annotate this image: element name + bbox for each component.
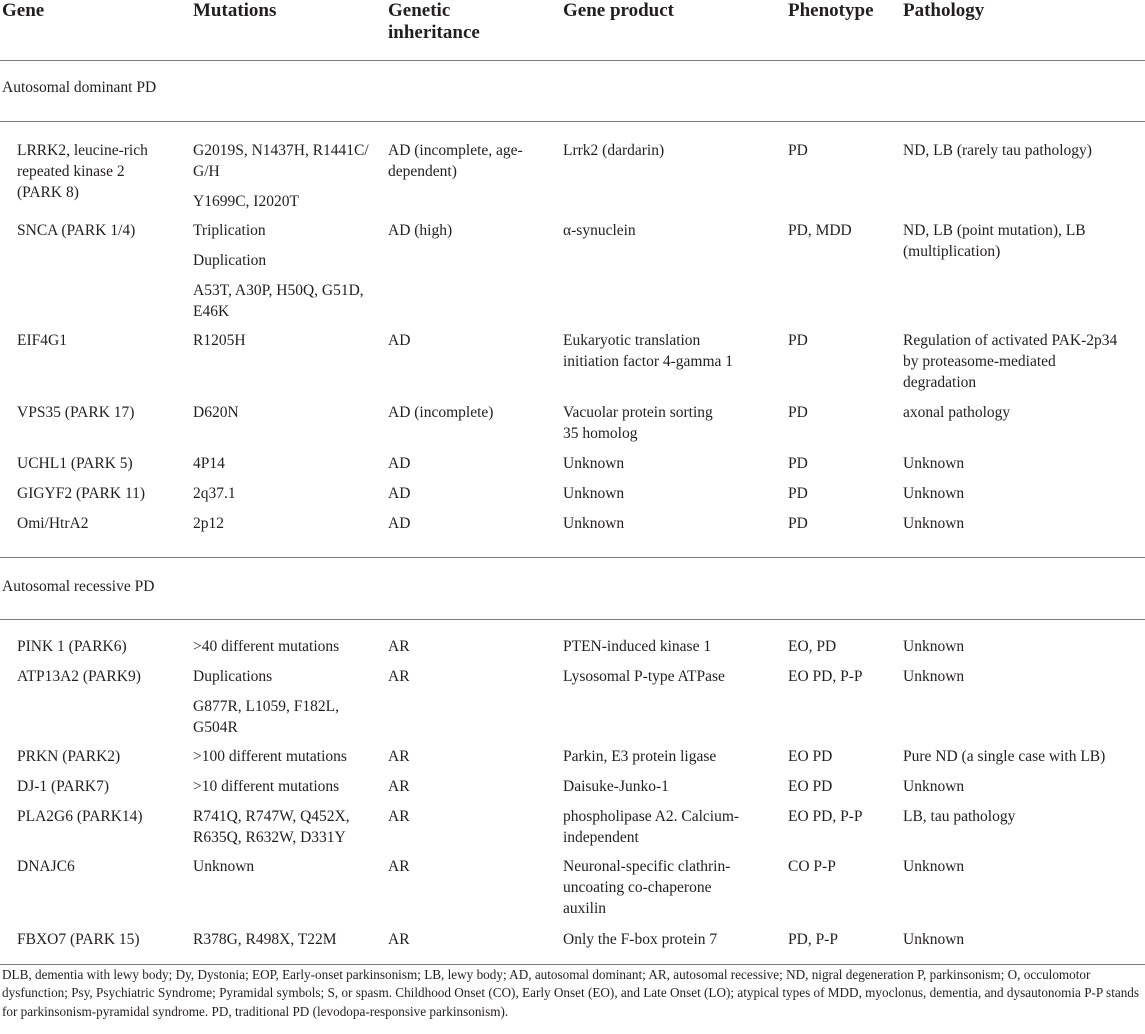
cell-line: PD xyxy=(788,455,808,472)
cell-line: R741Q, R747W, Q452X, xyxy=(193,808,350,825)
column-header-inheritance xyxy=(388,0,480,44)
cell-line: EIF4G1 xyxy=(17,332,67,349)
cell-line: AR xyxy=(388,808,410,825)
cell-line: AR xyxy=(388,638,410,655)
cell-line: (PARK 8) xyxy=(17,184,79,201)
cell-product xyxy=(563,513,783,534)
cell-gene xyxy=(17,746,187,767)
cell-line: ATP13A2 (PARK9) xyxy=(17,668,141,685)
cell-line: ND, LB (rarely tau pathology) xyxy=(903,142,1092,159)
cell-phenotype xyxy=(788,776,898,797)
column-header-inheritance-line2: inheritance xyxy=(388,22,480,43)
cell-inheritance xyxy=(388,140,558,182)
cell-line: 35 homolog xyxy=(563,425,638,442)
cell-line: Parkin, E3 protein ligase xyxy=(563,748,717,765)
cell-line: PRKN (PARK2) xyxy=(17,748,121,765)
cell-product xyxy=(563,402,783,444)
cell-gene xyxy=(17,636,187,657)
cell-line: Lysosomal P-type ATPase xyxy=(563,668,725,685)
cell-inheritance xyxy=(388,402,558,423)
cell-line: 4P14 xyxy=(193,455,225,472)
cell-pathology xyxy=(903,746,1143,767)
cell-line: Only the F-box protein 7 xyxy=(563,931,718,948)
cell-line: AD xyxy=(388,515,411,532)
cell-inheritance xyxy=(388,806,558,827)
cell-pathology xyxy=(903,220,1143,262)
cell-phenotype xyxy=(788,856,898,877)
cell-line: Unknown xyxy=(903,485,965,502)
cell-inheritance xyxy=(388,330,558,351)
cell-mutations xyxy=(193,453,383,474)
cell-product xyxy=(563,776,783,797)
cell-gene xyxy=(17,776,187,797)
cell-line: AR xyxy=(388,858,410,875)
cell-line: G2019S, N1437H, R1441C/ xyxy=(193,142,369,159)
cell-line: PD, MDD xyxy=(788,222,852,239)
cell-pathology xyxy=(903,402,1143,423)
cell-mutations xyxy=(193,483,383,504)
cell-phenotype xyxy=(788,483,898,504)
cell-line: uncoating co-chaperone xyxy=(563,879,712,896)
cell-pathology xyxy=(903,483,1143,504)
cell-phenotype xyxy=(788,453,898,474)
cell-phenotype xyxy=(788,746,898,767)
cell-gene xyxy=(17,140,187,203)
cell-line: G/H xyxy=(193,163,220,180)
cell-product xyxy=(563,666,783,687)
cell-line: PD xyxy=(788,332,808,349)
cell-mutations xyxy=(193,856,383,877)
cell-line: Regulation of activated PAK-2p34 xyxy=(903,332,1118,349)
cell-inheritance xyxy=(388,856,558,877)
section-label-recessive: Autosomal recessive PD xyxy=(2,578,155,595)
cell-line: phospholipase A2. Calcium- xyxy=(563,808,740,825)
cell-line: Unknown xyxy=(903,638,965,655)
cell-line: Unknown xyxy=(563,515,625,532)
cell-line: Y1699C, I2020T xyxy=(193,193,299,210)
cell-line: AR xyxy=(388,778,410,795)
cell-gene xyxy=(17,806,187,827)
cell-mutations xyxy=(193,636,383,666)
cell-phenotype xyxy=(788,666,898,687)
cell-line: PD, P-P xyxy=(788,931,838,948)
cell-line: PINK 1 (PARK6) xyxy=(17,638,127,655)
cell-line: Unknown xyxy=(563,485,625,502)
column-header-product: Gene product xyxy=(563,0,675,21)
cell-line: Vacuolar protein sorting xyxy=(563,404,713,421)
cell-line: Eukaryotic translation xyxy=(563,332,701,349)
cell-product xyxy=(563,453,783,474)
cell-line: Triplication xyxy=(193,222,266,239)
cell-gene xyxy=(17,483,187,504)
cell-line: Daisuke-Junko-1 xyxy=(563,778,669,795)
cell-line: by proteasome-mediated xyxy=(903,353,1056,370)
cell-line: AR xyxy=(388,931,410,948)
cell-inheritance xyxy=(388,929,558,950)
cell-pathology xyxy=(903,856,1143,877)
cell-line: dependent) xyxy=(388,163,457,180)
cell-line: EO PD, P-P xyxy=(788,808,863,825)
column-header-pathology: Pathology xyxy=(903,0,985,21)
cell-line: axonal pathology xyxy=(903,404,1011,421)
cell-line: VPS35 (PARK 17) xyxy=(17,404,135,421)
section-label-dominant: Autosomal dominant PD xyxy=(2,79,157,96)
cell-mutations xyxy=(193,140,383,212)
cell-line: EO PD xyxy=(788,748,833,765)
cell-line: initiation factor 4-gamma 1 xyxy=(563,353,734,370)
cell-line: D620N xyxy=(193,404,239,421)
cell-line: (multiplication) xyxy=(903,243,1001,260)
cell-line: AD xyxy=(388,332,411,349)
cell-line: Unknown xyxy=(193,858,255,875)
cell-line: G877R, L1059, F182L, xyxy=(193,698,339,715)
cell-phenotype xyxy=(788,402,898,423)
cell-line: EO, PD xyxy=(788,638,837,655)
table-footnote: DLB, dementia with lewy body; Dy, Dystonia; EOP, Early-onset parkinsonism; LB, lewy body; AD, autosomal dominant; AR, autosomal recessive; ND, nigral degeneration P, parkinsonism; O, occulomotor dysfunction; Psy, Psychiatric Syndrome; Pyramidal symbols; S, or spasm. Childhood Onset (CO), Early Onset (EO), and Late Onset (LO); atypical types of MDD, myoclonus, dementia, and dysautonomia P-P stands for parkinsonism-pyramidal syndrome. PD, traditional PD (levodopa-responsive parkinsonism). xyxy=(2,967,1140,1019)
cell-line: E46K xyxy=(193,303,230,320)
cell-inheritance xyxy=(388,483,558,504)
cell-mutations xyxy=(193,402,383,423)
cell-inheritance xyxy=(388,636,558,657)
cell-line: >100 different mutations xyxy=(193,748,347,765)
cell-phenotype xyxy=(788,806,898,827)
cell-line: PD xyxy=(788,404,808,421)
cell-product xyxy=(563,220,783,241)
section-divider-rule xyxy=(0,557,1145,558)
cell-line: R635Q, R632W, D331Y xyxy=(193,829,346,846)
cell-line: AD (high) xyxy=(388,222,453,239)
cell-gene xyxy=(17,666,187,687)
cell-pathology xyxy=(903,636,1143,657)
cell-product xyxy=(563,636,783,657)
cell-line: 2p12 xyxy=(193,515,224,532)
section-rule-recessive xyxy=(0,619,1145,620)
cell-inheritance xyxy=(388,513,558,534)
cell-line: EO PD xyxy=(788,778,833,795)
cell-line: Unknown xyxy=(563,455,625,472)
cell-line: AD (incomplete, age- xyxy=(388,142,523,159)
cell-inheritance xyxy=(388,220,558,241)
cell-gene xyxy=(17,929,187,950)
cell-pathology xyxy=(903,929,1143,950)
cell-line: auxilin xyxy=(563,900,607,917)
cell-line: LB, tau pathology xyxy=(903,808,1016,825)
cell-inheritance xyxy=(388,666,558,687)
cell-mutations xyxy=(193,806,383,848)
cell-line: α-synuclein xyxy=(563,222,636,239)
cell-phenotype xyxy=(788,513,898,534)
column-header-phenotype: Phenotype xyxy=(788,0,874,21)
cell-gene xyxy=(17,220,187,241)
cell-phenotype xyxy=(788,140,898,161)
cell-line: Duplications xyxy=(193,668,273,685)
cell-line: Unknown xyxy=(903,778,965,795)
cell-phenotype xyxy=(788,220,898,241)
cell-product xyxy=(563,746,783,767)
section-rule-dominant xyxy=(0,121,1145,122)
cell-inheritance xyxy=(388,453,558,474)
cell-line: PD xyxy=(788,515,808,532)
cell-product xyxy=(563,856,783,919)
cell-mutations xyxy=(193,929,383,950)
cell-line: AD xyxy=(388,455,411,472)
cell-line: G504R xyxy=(193,719,238,736)
cell-mutations xyxy=(193,666,383,738)
cell-pathology xyxy=(903,666,1143,687)
cell-line: Unknown xyxy=(903,515,965,532)
cell-line: CO P-P xyxy=(788,858,836,875)
cell-pathology xyxy=(903,513,1143,534)
cell-gene xyxy=(17,453,187,474)
cell-line: Unknown xyxy=(903,455,965,472)
cell-gene xyxy=(17,513,187,534)
cell-line: FBXO7 (PARK 15) xyxy=(17,931,140,948)
cell-line: 2q37.1 xyxy=(193,485,236,502)
cell-line: AD (incomplete) xyxy=(388,404,494,421)
cell-phenotype xyxy=(788,330,898,351)
cell-product xyxy=(563,929,783,950)
column-header-mutations: Mutations xyxy=(193,0,277,21)
cell-line: repeated kinase 2 xyxy=(17,163,125,180)
cell-line: Unknown xyxy=(903,858,965,875)
cell-phenotype xyxy=(788,929,898,950)
cell-line: AD xyxy=(388,485,411,502)
cell-gene xyxy=(17,330,187,351)
cell-line: Unknown xyxy=(903,668,965,685)
cell-mutations xyxy=(193,220,383,322)
cell-line: Omi/HtrA2 xyxy=(17,515,89,532)
cell-pathology xyxy=(903,140,1143,161)
cell-product xyxy=(563,140,783,161)
cell-line: UCHL1 (PARK 5) xyxy=(17,455,133,472)
cell-line: GIGYF2 (PARK 11) xyxy=(17,485,146,502)
cell-line: DNAJC6 xyxy=(17,858,75,875)
cell-pathology xyxy=(903,806,1143,827)
cell-line: R378G, R498X, T22M xyxy=(193,931,337,948)
cell-line: AR xyxy=(388,748,410,765)
cell-pathology xyxy=(903,776,1143,797)
cell-mutations xyxy=(193,513,383,534)
cell-line: LRRK2, leucine-rich xyxy=(17,142,148,159)
cell-line: PTEN-induced kinase 1 xyxy=(563,638,712,655)
cell-line: >40 different mutations xyxy=(193,638,340,655)
cell-line: >10 different mutations xyxy=(193,778,340,795)
cell-phenotype xyxy=(788,636,898,657)
cell-pathology xyxy=(903,453,1143,474)
cell-line: Unknown xyxy=(903,931,965,948)
cell-line: PD xyxy=(788,485,808,502)
cell-line: AR xyxy=(388,668,410,685)
cell-line: DJ-1 (PARK7) xyxy=(17,778,110,795)
header-rule xyxy=(0,60,1145,61)
column-header-inheritance-line1: Genetic xyxy=(388,0,451,21)
cell-line: Lrrk2 (dardarin) xyxy=(563,142,665,159)
cell-line: R1205H xyxy=(193,332,246,349)
cell-gene xyxy=(17,856,187,877)
cell-line: degradation xyxy=(903,374,977,391)
cell-mutations xyxy=(193,330,383,351)
cell-pathology xyxy=(903,330,1143,393)
cell-mutations xyxy=(193,776,383,797)
cell-line: Neuronal-specific clathrin- xyxy=(563,858,731,875)
cell-product xyxy=(563,806,783,848)
cell-product xyxy=(563,330,783,372)
cell-line: independent xyxy=(563,829,639,846)
footer-rule xyxy=(0,964,1145,965)
cell-inheritance xyxy=(388,776,558,797)
cell-line: PD xyxy=(788,142,808,159)
column-header-gene: Gene xyxy=(2,0,45,21)
cell-mutations xyxy=(193,746,383,767)
cell-line: ND, LB (point mutation), LB xyxy=(903,222,1086,239)
cell-line: Pure ND (a single case with LB) xyxy=(903,748,1106,765)
cell-inheritance xyxy=(388,746,558,767)
cell-gene xyxy=(17,402,187,423)
cell-line: EO PD, P-P xyxy=(788,668,863,685)
cell-line: SNCA (PARK 1/4) xyxy=(17,222,136,239)
cell-line: A53T, A30P, H50Q, G51D, xyxy=(193,282,364,299)
cell-product xyxy=(563,483,783,504)
cell-line: PLA2G6 (PARK14) xyxy=(17,808,143,825)
cell-line: Duplication xyxy=(193,252,267,269)
